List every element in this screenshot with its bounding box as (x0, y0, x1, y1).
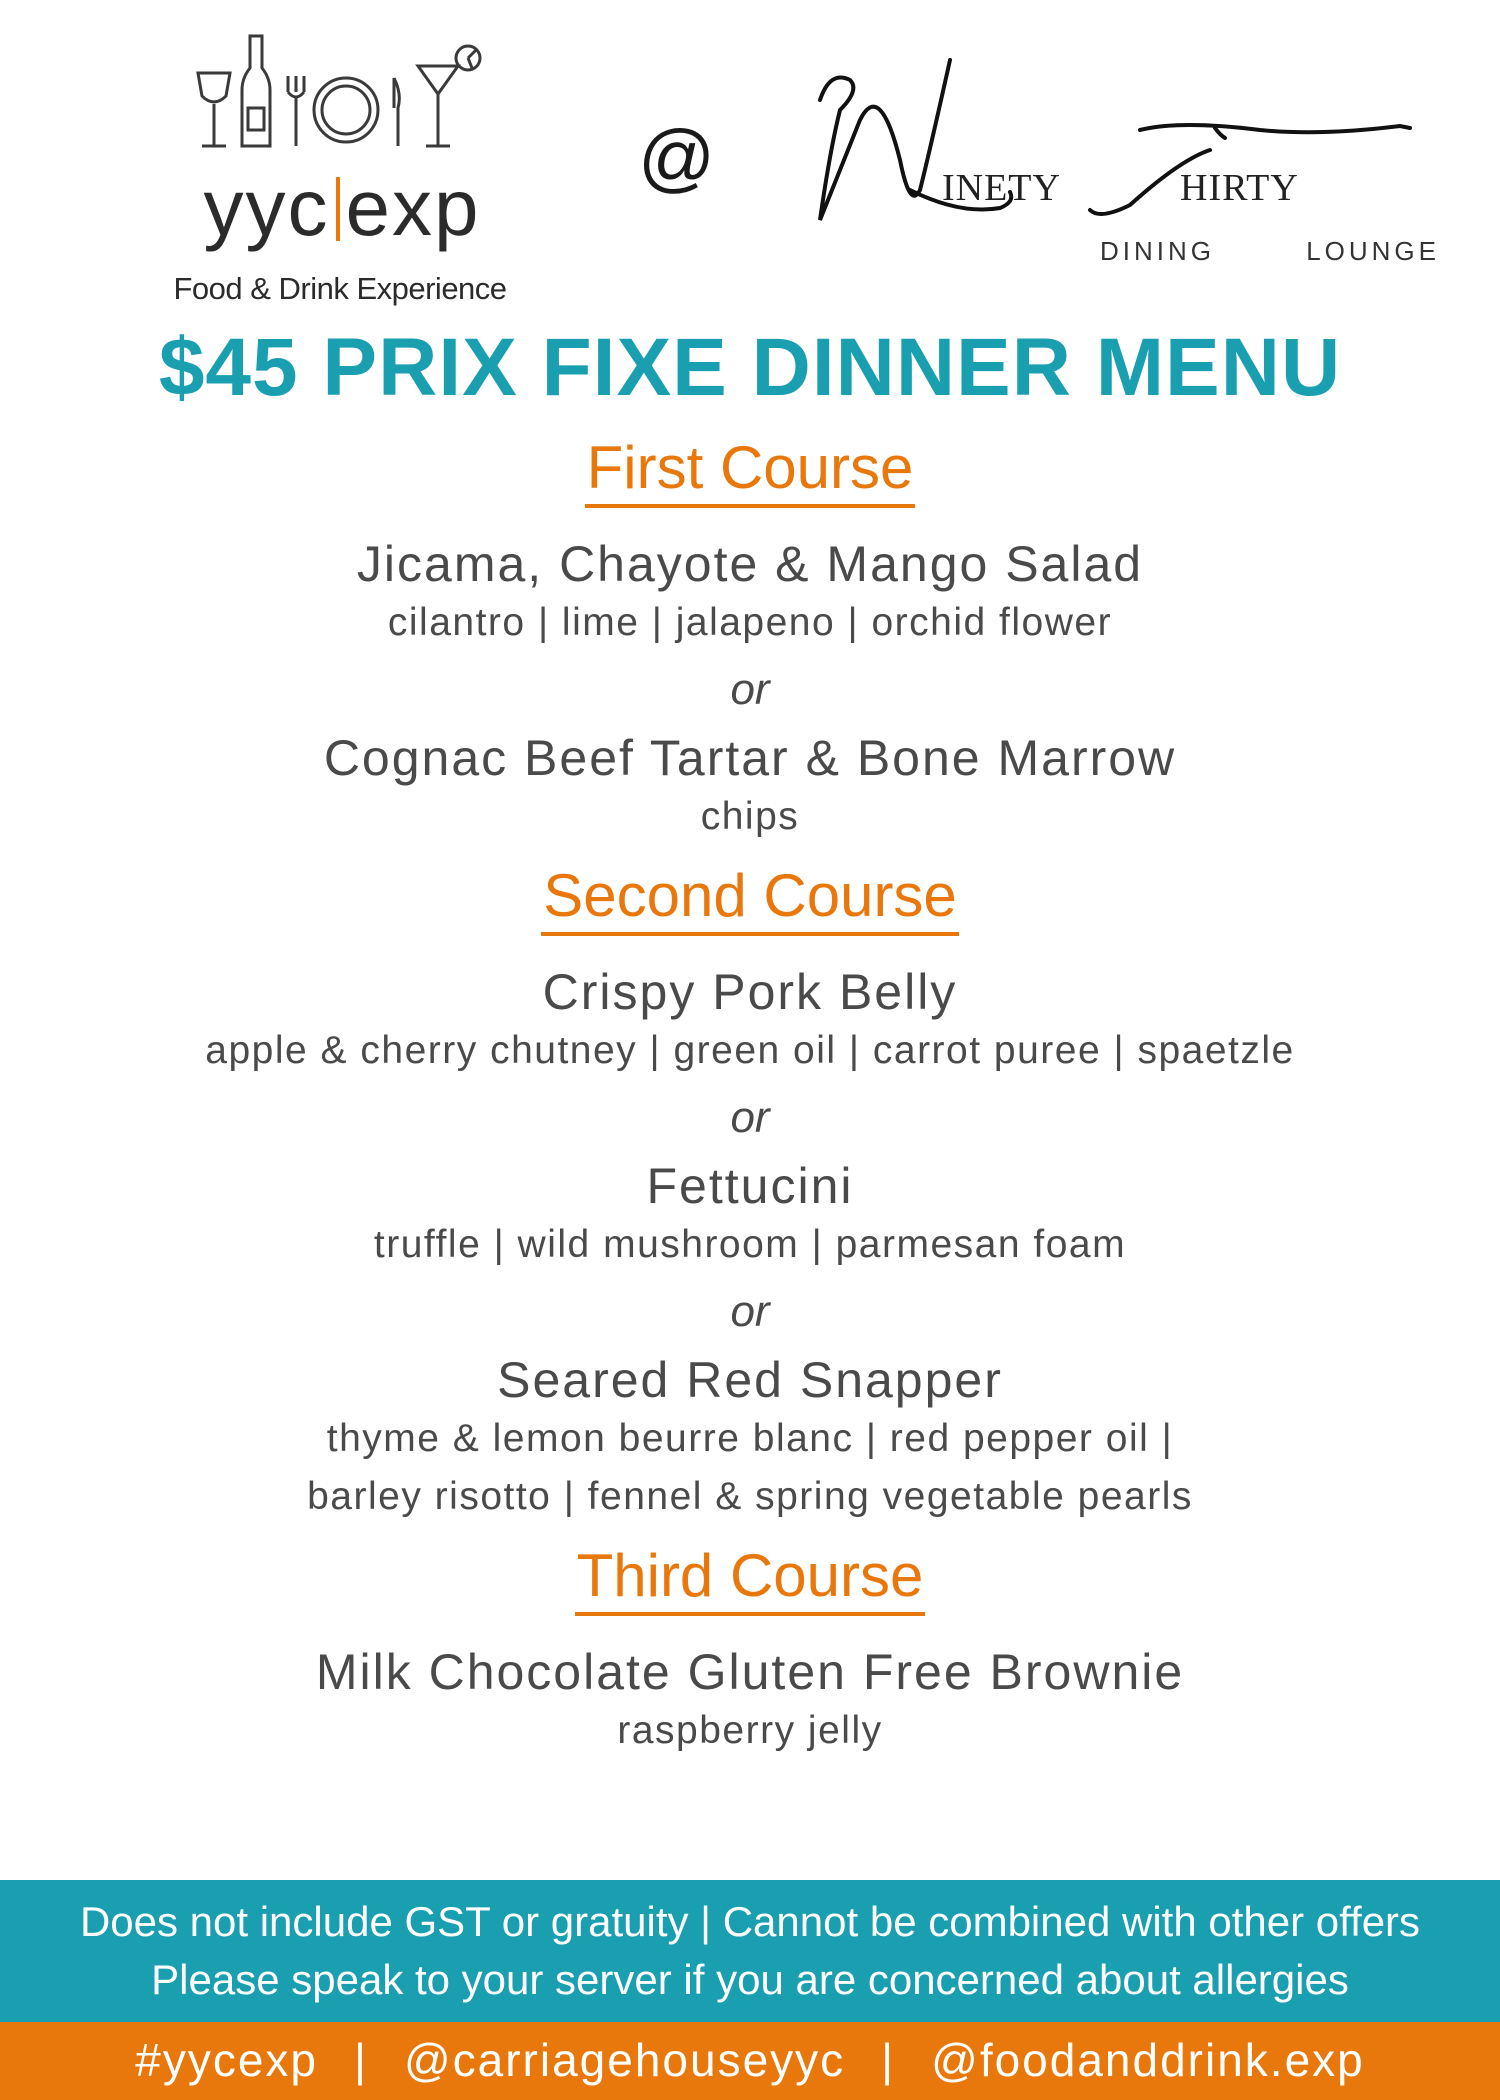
menu-title: $45 PRIX FIXE DINNER MENU (158, 322, 1342, 413)
yycexp-logo (150, 20, 530, 306)
header (0, 0, 1500, 310)
tableware-icon (190, 28, 490, 158)
or-divider: or (730, 1287, 770, 1336)
notice-line-1: Does not include GST or gratuity | Cannot be combined with other offers (79, 1898, 1421, 1945)
script-letters-icon (800, 40, 1440, 240)
course-title: Second Course (541, 860, 959, 936)
dish-name: Fettucini (646, 1158, 854, 1214)
yycexp-wordmark: yyc exp (203, 163, 481, 252)
dish-description: barley risotto | fennel & spring vegetable pearls (307, 1475, 1193, 1518)
course-title: First Course (585, 432, 916, 508)
dish-name: Crispy Pork Belly (542, 964, 958, 1020)
dish-name: Cognac Beef Tartar & Bone Marrow (323, 730, 1177, 786)
venue-sub-lounge: LOUNGE (1306, 236, 1440, 266)
dish-description: raspberry jelly (617, 1709, 883, 1752)
dish-name: Jicama, Chayote & Mango Salad (356, 536, 1144, 592)
or-divider: or (730, 665, 770, 714)
dish-description: cilantro | lime | jalapeno | orchid flower (387, 601, 1113, 644)
venue-word-inety: INETY (942, 167, 1061, 209)
yycexp-tagline: Food & Drink Experience (173, 271, 507, 306)
social-handle: @carriagehouseyyc (403, 2034, 846, 2086)
venue-sub-dining: DINING (1100, 236, 1215, 266)
dish-description: chips (700, 795, 800, 838)
dish-name: Milk Chocolate Gluten Free Brownie (315, 1644, 1185, 1700)
social-handle: #yycexp (135, 2034, 318, 2086)
dish-name: Seared Red Snapper (497, 1352, 1003, 1408)
venue-word-hirty: HIRTY (1180, 167, 1299, 209)
dish-description: apple & cherry chutney | green oil | carrot puree | spaetzle (205, 1029, 1295, 1072)
dish-description: truffle | wild mushroom | parmesan foam (373, 1223, 1127, 1266)
social-bar (0, 2022, 1500, 2100)
at-sign: @ (638, 115, 716, 200)
social-handle: @foodanddrink.exp (931, 2034, 1365, 2086)
notice-bar (0, 1880, 1500, 2022)
or-divider: or (730, 1093, 770, 1142)
ninety-thirty-logo (800, 40, 1440, 290)
venue-subtitle (1100, 236, 1440, 266)
social-separator: | (881, 2034, 896, 2086)
social-separator: | (354, 2034, 368, 2086)
course-section (0, 432, 1500, 846)
dish-description: thyme & lemon beurre blanc | red pepper oil | (326, 1417, 1174, 1460)
course-section (0, 860, 1500, 1526)
notice-line-2: Please speak to your server if you are concerned about allergies (151, 1956, 1349, 2003)
course-section (0, 1540, 1500, 1760)
course-title: Third Course (575, 1540, 926, 1616)
menu-courses (0, 432, 1500, 1760)
wordmark-divider (336, 177, 340, 241)
